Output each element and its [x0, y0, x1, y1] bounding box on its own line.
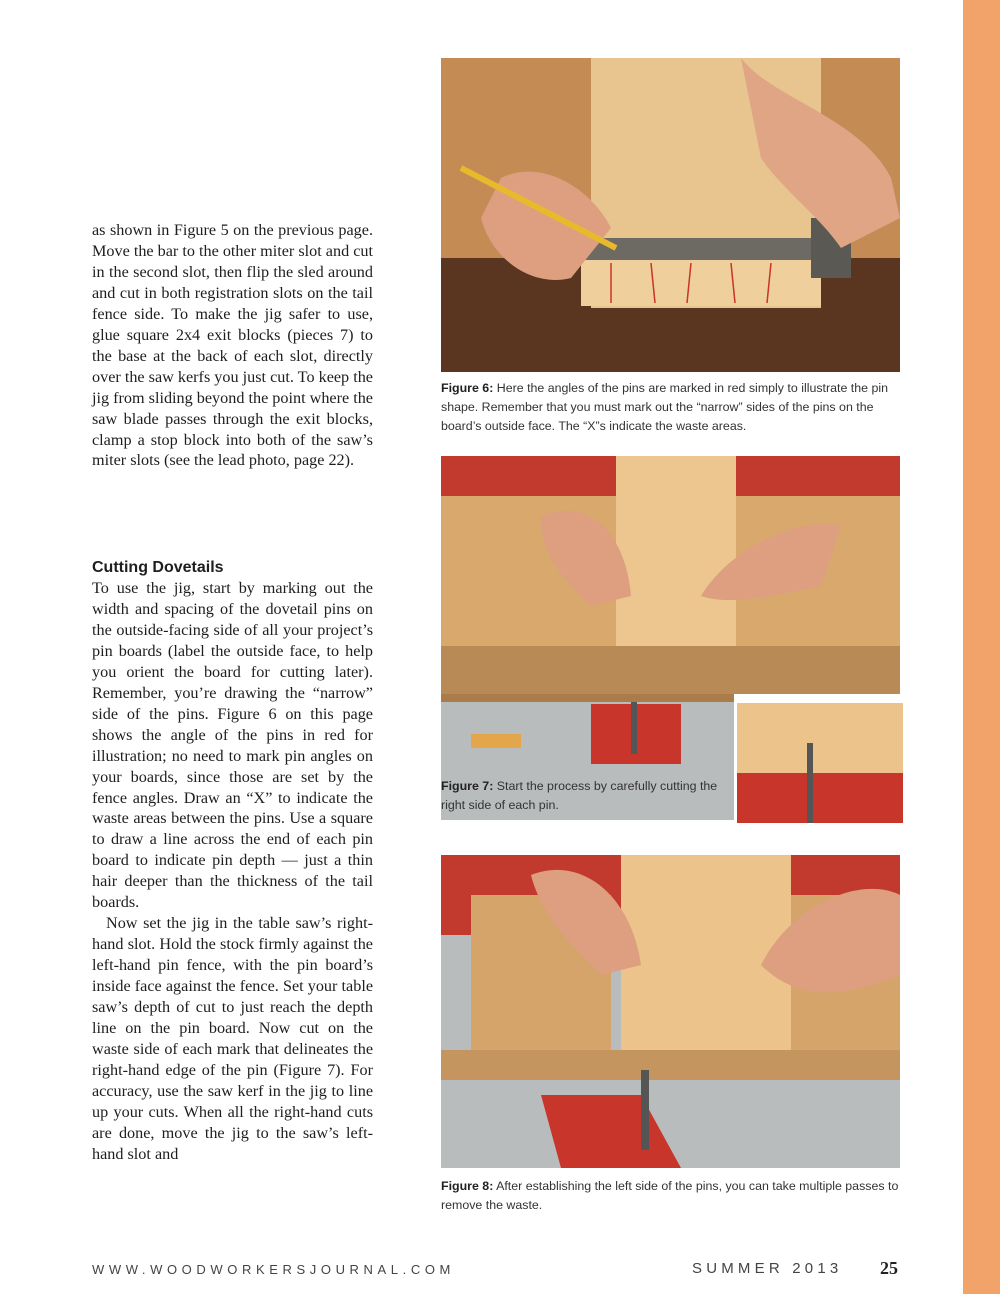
figure-8-photo: [441, 855, 900, 1168]
figure-label: Figure 7:: [441, 779, 494, 793]
figure-7-caption: [441, 777, 721, 815]
footer-website-url: WWW.WOODWORKERSJOURNAL.COM: [92, 1262, 455, 1277]
article-paragraph: as shown in Figure 5 on the previous page. Move the bar to the other miter slot and cut in the second slot, then flip the sled around and cut in both registration slots on the tail fence side. To make the jig safer to use, glue square 2x4 exit blocks (pieces 7) to the base at the back of each slot, directly over the saw kerfs you just cut. To keep the jig from sliding beyond the point where the saw blade passes through the exit blocks, clamp a stop block into both of the saw’s miter slots (see the lead photo, page 22).: [92, 221, 373, 470]
figure-8-caption: [441, 1177, 900, 1215]
figure-6-caption: [441, 379, 900, 436]
figure-6-photo: [441, 58, 900, 372]
article-column-top: [92, 220, 373, 471]
footer-issue-date: SUMMER 2013: [692, 1260, 843, 1277]
page-edge-accent-strip: [963, 0, 1000, 1294]
figure-label: Figure 8:: [441, 1179, 494, 1193]
figure-7-photo: [441, 456, 900, 694]
figure-caption-text: After establishing the left side of the pins, you can take multiple passes to remove the waste.: [441, 1179, 899, 1212]
page-number: 25: [880, 1258, 898, 1278]
figure-caption-text: Start the process by carefully cutting the right side of each pin.: [441, 779, 718, 812]
article-column-bottom: [92, 557, 373, 1165]
article-paragraph: Now set the jig in the table saw’s right-hand slot. Hold the stock firmly against the left-hand pin fence, with the pin board’s inside face against the fence. Set your table saw’s depth of cut to just reach the depth line on the pin board. Now cut on the waste side of each mark that delineates the right-hand edge of the pin (Figure 7). For accuracy, use the saw kerf in the jig to line up your cuts. When all the right-hand cuts are done, move the jig to the saw’s left-hand slot and: [92, 914, 373, 1163]
article-paragraph: To use the jig, start by marking out the width and spacing of the dovetail pins on the outside-facing side of all your project’s pin boards (label the outside face, to help you orient the board for cutting later). Remember, you’re drawing the “narrow” side of the pins. Figure 6 on this page shows the angle of the pins in red for illustration; no need to mark pin angles on your boards, since those are set by the fence angles. Draw an “X” to indicate the waste areas between the pins. Use a square to draw a line across the end of each pin board to indicate pin depth — just a thin hair deeper than the thickness of the tail boards.: [92, 579, 373, 912]
figure-7-inset-photo: [734, 700, 903, 823]
figure-caption-text: Here the angles of the pins are marked in red simply to illustrate the pin shape. Remember that you must mark out the “narrow” sides of the pins on the board’s outside face. The “X”s indicate the waste areas.: [441, 381, 888, 433]
figure-label: Figure 6:: [441, 381, 494, 395]
section-heading: Cutting Dovetails: [92, 559, 224, 576]
